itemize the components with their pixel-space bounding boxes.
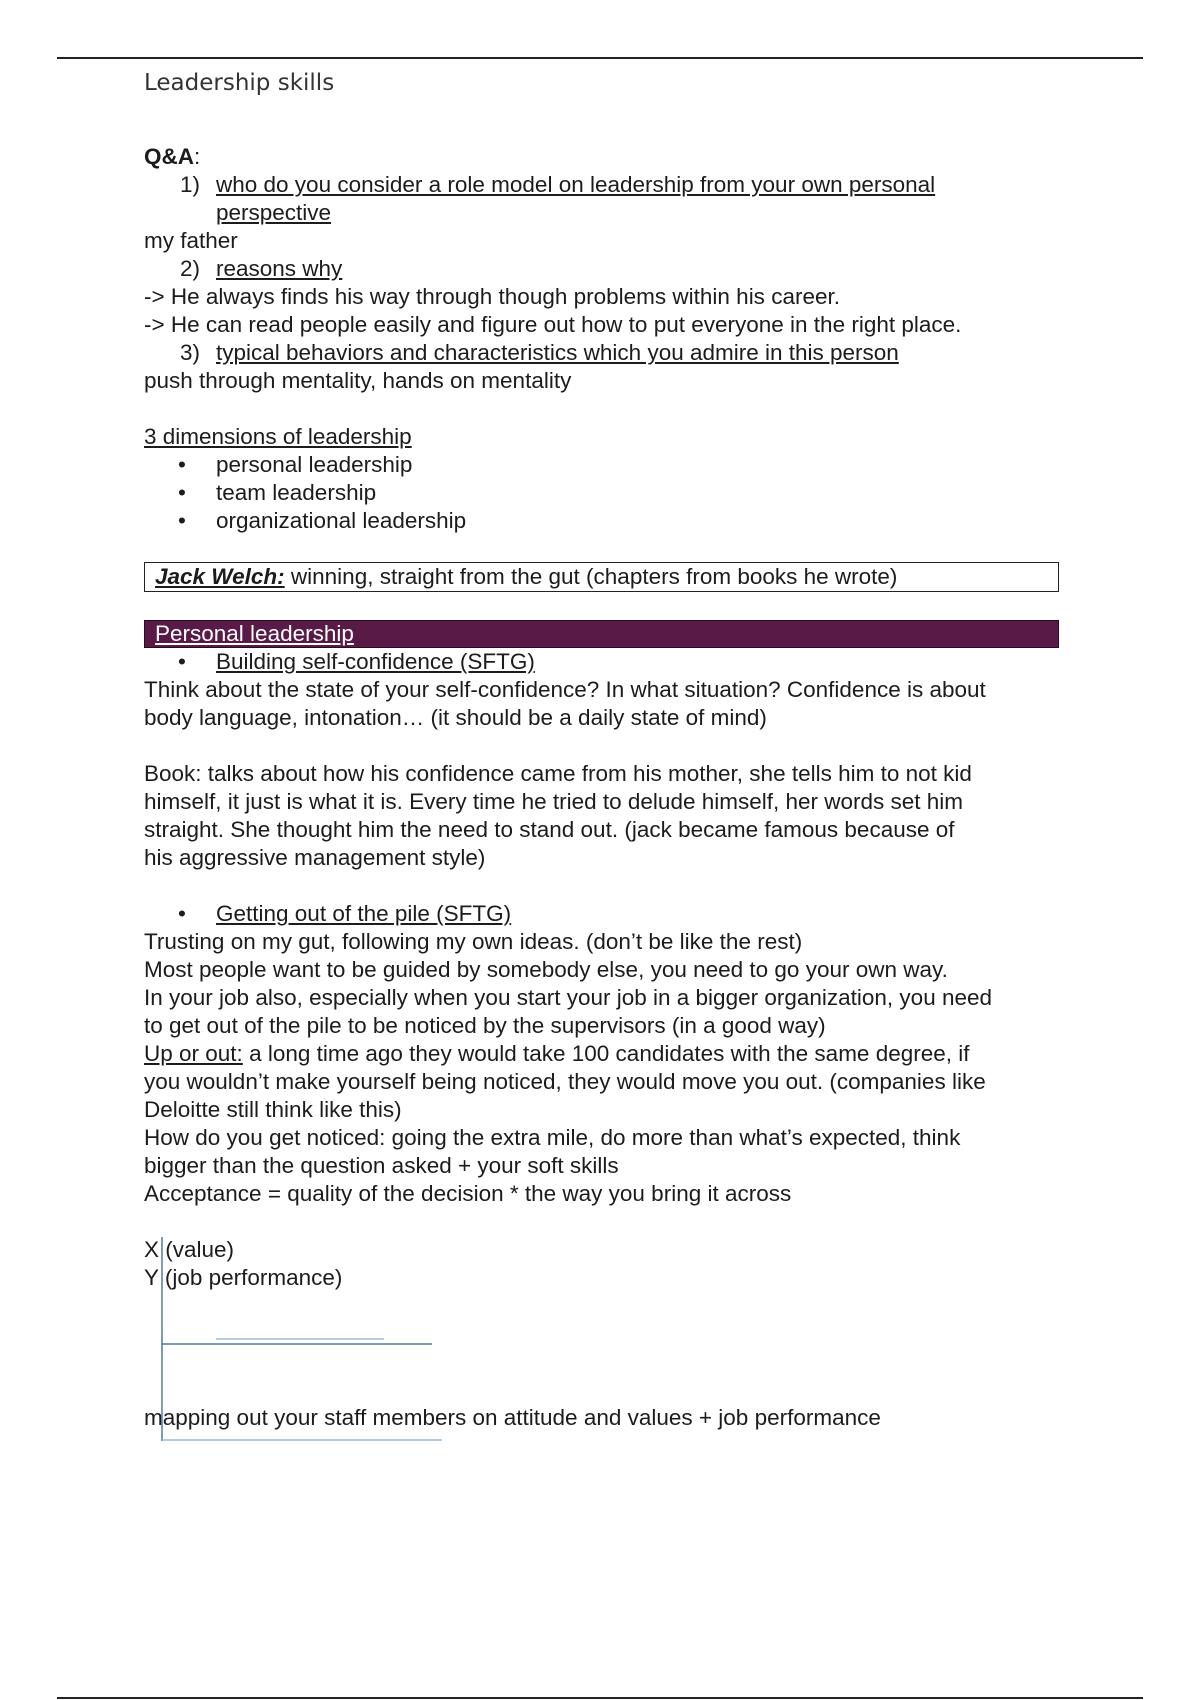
- question-1-text-line1: who do you consider a role model on leadership from your own personal: [216, 172, 936, 197]
- bullet-icon: •: [178, 508, 186, 533]
- bullet-icon: •: [178, 901, 186, 926]
- jack-welch-text: winning, straight from the gut (chapters from books he wrote): [284, 564, 898, 589]
- personal-leadership-banner: [144, 620, 1059, 648]
- jack-welch-box: [144, 562, 1059, 592]
- paragraph-noticed-line1: How do you get noticed: going the extra mile, do more than what’s expected, think: [144, 1125, 961, 1150]
- top-rule: [57, 57, 1143, 59]
- axis-x-label: X (value): [144, 1237, 235, 1262]
- qa-colon: :: [194, 144, 201, 169]
- question-1-text-line2: perspective: [216, 200, 332, 225]
- answer-2-line1: -> He always finds his way through though problems within his career.: [144, 284, 840, 309]
- document-body: [144, 143, 1059, 1432]
- bullet-icon: •: [178, 480, 186, 505]
- question-3-text: typical behaviors and characteristics which you admire in this person: [216, 340, 899, 365]
- dimension-item-label: organizational leadership: [216, 508, 467, 533]
- bullet-self-confidence-label: Building self-confidence (SFTG): [216, 649, 535, 674]
- jack-welch-name: Jack Welch:: [155, 564, 285, 589]
- paragraph-book-line2: himself, it just is what it is. Every time he tried to delude himself, her words set him: [144, 789, 964, 814]
- paragraph-book-line1: Book: talks about how his confidence came from his mother, she tells him to not kid: [144, 761, 972, 786]
- paragraph-gut-line1: Trusting on my gut, following my own ideas. (don’t be like the rest): [144, 929, 803, 954]
- answer-1: my father: [144, 228, 238, 253]
- question-1: [144, 171, 1059, 227]
- paragraph-self-confidence-line2: body language, intonation… (it should be a daily state of mind): [144, 705, 767, 730]
- paragraph-gut-line3: In your job also, especially when you start your job in a bigger organization, you need: [144, 985, 993, 1010]
- question-3: [144, 339, 1059, 367]
- answer-3: push through mentality, hands on mentality: [144, 368, 572, 393]
- paragraph-upout-line3: Deloitte still think like this): [144, 1097, 402, 1122]
- paragraph-gut-line4: to get out of the pile to be noticed by the supervisors (in a good way): [144, 1013, 826, 1038]
- question-2-text: reasons why: [216, 256, 343, 281]
- question-1-number: 1): [180, 172, 201, 197]
- paragraph-upout-line1: [144, 1040, 1059, 1068]
- dimension-item-label: team leadership: [216, 480, 377, 505]
- paragraph-noticed-line2: bigger than the question asked + your soft skills: [144, 1153, 619, 1178]
- up-or-out-label: Up or out:: [144, 1041, 243, 1066]
- paragraph-book-line3: straight. She thought him the need to stand out. (jack became famous because of: [144, 817, 955, 842]
- answer-2-line2: -> He can read people easily and figure out how to put everyone in the right place.: [144, 312, 962, 337]
- question-2-number: 2): [180, 256, 201, 281]
- dimension-item: [144, 479, 1059, 507]
- personal-leadership-banner-label: Personal leadership: [155, 621, 354, 646]
- paragraph-upout-text: a long time ago they would take 100 candidates with the same degree, if: [242, 1041, 970, 1066]
- dimension-item: [144, 451, 1059, 479]
- bullet-self-confidence: [144, 648, 1059, 676]
- qa-heading: Q&A: [144, 144, 194, 169]
- bullet-icon: •: [178, 649, 186, 674]
- paragraph-acceptance: Acceptance = quality of the decision * the way you bring it across: [144, 1181, 792, 1206]
- question-2: [144, 255, 1059, 283]
- bullet-out-of-pile-label: Getting out of the pile (SFTG): [216, 901, 512, 926]
- bottom-rule: [57, 1697, 1143, 1699]
- paragraph-mapping: mapping out your staff members on attitude and values + job performance: [144, 1405, 881, 1430]
- paragraph-gut-line2: Most people want to be guided by somebody else, you need to go your own way.: [144, 957, 948, 982]
- paragraph-self-confidence-line1: Think about the state of your self-confidence? In what situation? Confidence is about: [144, 677, 986, 702]
- dimensions-heading: 3 dimensions of leadership: [144, 424, 412, 449]
- paragraph-upout-line2: you wouldn’t make yourself being noticed, they would move you out. (companies like: [144, 1069, 986, 1094]
- question-3-number: 3): [180, 340, 201, 365]
- axis-y-label: Y (job performance): [144, 1265, 343, 1290]
- dimension-item: [144, 507, 1059, 535]
- bullet-out-of-pile: [144, 900, 1059, 928]
- page-header-title: Leadership skills: [144, 70, 335, 96]
- dimension-item-label: personal leadership: [216, 452, 413, 477]
- paragraph-book-line4: his aggressive management style): [144, 845, 486, 870]
- bullet-icon: •: [178, 452, 186, 477]
- qa-heading-line: [144, 143, 1059, 171]
